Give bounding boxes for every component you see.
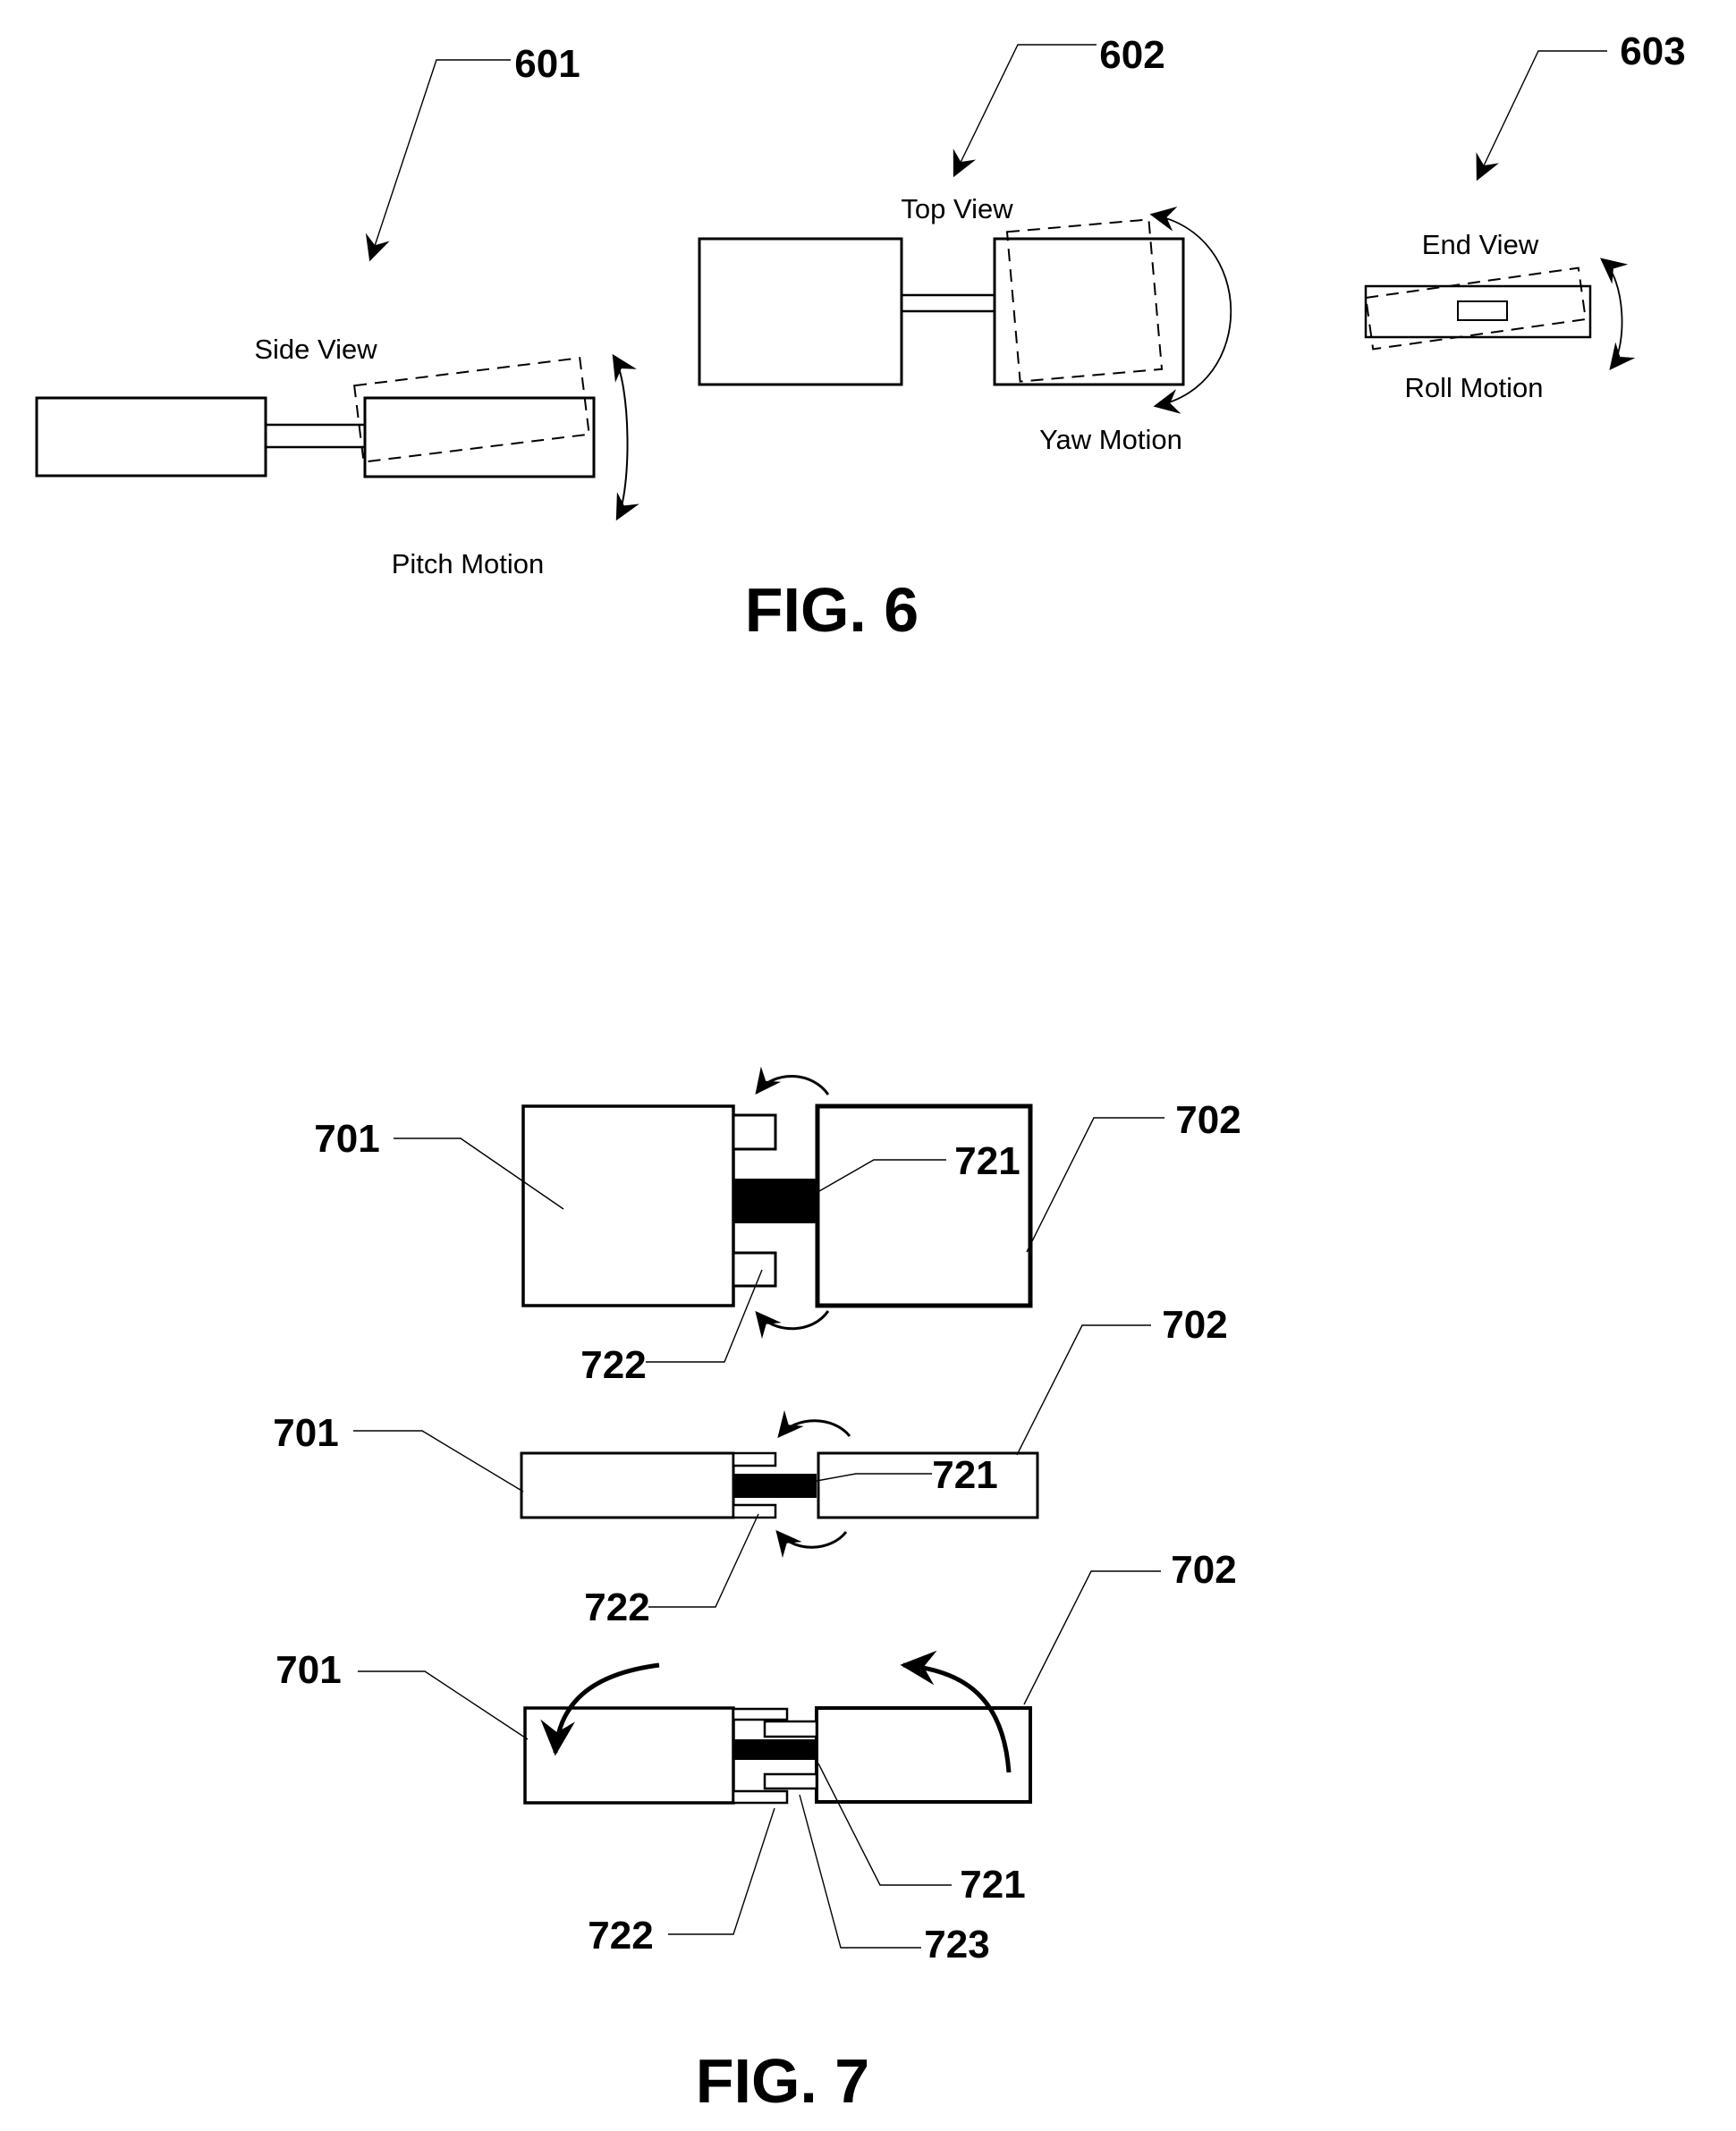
roll-motion-label: Roll Motion (1404, 372, 1544, 403)
d2-lower-notch (733, 1505, 775, 1518)
pitch-motion-label: Pitch Motion (391, 548, 545, 579)
pitch-motion-arrow (614, 356, 628, 519)
d2-bottom-rotation-arrow (777, 1532, 846, 1547)
ref-601-leader-arrow (370, 60, 511, 259)
d2-ref-701-leader (353, 1431, 523, 1492)
d1-ref-702-label: 702 (1175, 1098, 1241, 1142)
d3-ref-723-label: 723 (924, 1923, 990, 1966)
d1-ref-702-leader (1027, 1118, 1164, 1252)
d1-right-block (817, 1106, 1030, 1306)
d1-ref-721-label: 721 (954, 1139, 1020, 1183)
fig6-panel-side-view (37, 42, 628, 579)
ref-603-leader-arrow (1478, 51, 1607, 179)
d2-ref-702-leader (1017, 1325, 1151, 1455)
end-view-center-slot (1458, 301, 1507, 320)
d2-top-rotation-arrow (779, 1421, 850, 1436)
d2-ref-721-label: 721 (932, 1453, 998, 1497)
d3-ref-722-leader (668, 1808, 775, 1934)
yaw-motion-label: Yaw Motion (1039, 424, 1182, 455)
fig6-panel-top-view (699, 33, 1231, 455)
d2-right-block (818, 1453, 1037, 1518)
fig7-diagram-1 (314, 1076, 1241, 1387)
d3-left-block (525, 1708, 733, 1803)
d1-bottom-rotation-arrow (757, 1311, 828, 1329)
d3-ref-701-label: 701 (275, 1648, 342, 1692)
d3-ref-721-label: 721 (960, 1863, 1026, 1907)
d3-ref-701-leader (358, 1671, 528, 1739)
ref-602-label: 602 (1099, 33, 1165, 77)
d3-ref-722-label: 722 (588, 1914, 654, 1958)
d3-left-lower-finger (733, 1791, 787, 1803)
d3-right-upper-finger (765, 1721, 817, 1737)
side-view-label: Side View (254, 334, 377, 365)
top-view-left-block (699, 239, 902, 385)
d3-ref-702-leader (1024, 1571, 1161, 1704)
d3-right-lower-finger (765, 1774, 817, 1789)
top-view-right-block (995, 239, 1183, 385)
end-view-label: End View (1421, 229, 1539, 260)
d2-upper-notch (733, 1453, 775, 1466)
d2-ref-722-leader (648, 1514, 758, 1607)
fig7-diagram-2 (273, 1303, 1227, 1629)
d1-coupler-black (733, 1179, 817, 1223)
d1-upper-notch (733, 1115, 775, 1149)
d2-coupler-black (733, 1474, 817, 1498)
top-view-label: Top View (901, 193, 1013, 224)
d2-ref-722-label: 722 (584, 1586, 650, 1629)
d3-left-upper-finger (733, 1709, 787, 1720)
d1-left-block (523, 1106, 733, 1306)
d1-top-rotation-arrow (757, 1076, 828, 1095)
top-view-shaft (902, 295, 995, 311)
ref-601-label: 601 (514, 42, 580, 86)
d2-ref-701-label: 701 (273, 1411, 339, 1455)
d1-ref-722-label: 722 (580, 1343, 647, 1387)
d2-ref-702-label: 702 (1162, 1303, 1228, 1347)
side-view-left-block (37, 398, 266, 476)
d1-ref-701-label: 701 (314, 1117, 380, 1161)
roll-motion-arrow (1602, 259, 1622, 368)
side-view-shaft (266, 425, 365, 447)
fig7-diagram-3 (275, 1548, 1236, 1966)
d3-ref-702-label: 702 (1171, 1548, 1237, 1592)
d1-lower-notch (733, 1253, 775, 1286)
ref-602-leader-arrow (954, 45, 1097, 175)
fig7-caption: FIG. 7 (695, 2046, 870, 2116)
ref-603-label: 603 (1620, 30, 1686, 73)
fig6-caption: FIG. 6 (744, 575, 919, 645)
fig6-panel-end-view (1366, 30, 1686, 403)
d3-ref-723-leader (800, 1795, 921, 1948)
d3-coupler-black (733, 1739, 817, 1760)
d2-left-block (521, 1453, 733, 1518)
